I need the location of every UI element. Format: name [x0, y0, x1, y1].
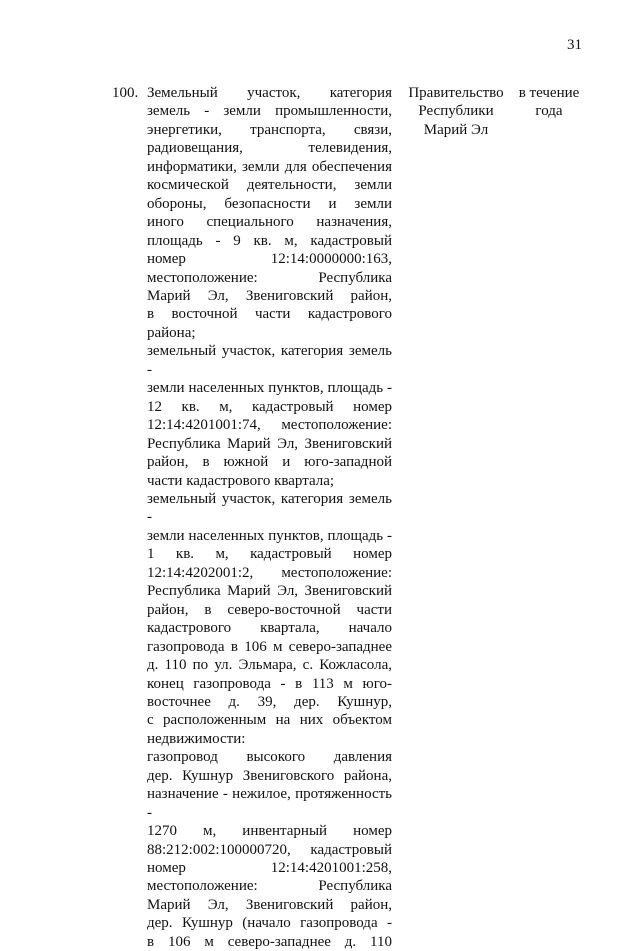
description-line: земли населенных пунктов, площадь -: [147, 527, 392, 544]
description-line: информатики, земли для обеспечения: [147, 158, 392, 175]
executor-column: [407, 84, 505, 139]
deadline-line: в течение: [518, 85, 580, 101]
description-line: в восточной части кадастрового: [147, 306, 392, 323]
description-line: 12 кв. м, кадастровый номер: [147, 398, 392, 415]
description-line: назначение - нежилое, протяженность -: [147, 786, 392, 821]
description-line: номер 12:14:0000000:163,: [147, 251, 392, 268]
description-line: восточнее д. 39, дер. Кушнур,: [147, 693, 392, 710]
description-line: кадастрового квартала, начало: [147, 620, 392, 637]
description-line: 12:14:4201001:74, местоположение:: [147, 417, 392, 434]
description-line: обороны, безопасности и земли: [147, 195, 392, 212]
description-line: дер. Кушнур (начало газопровода -: [147, 915, 392, 932]
description-line: район, в северо-восточной части: [147, 601, 392, 618]
description-line: 1 кв. м, кадастровый номер: [147, 546, 392, 563]
executor-line: Республики: [418, 103, 494, 120]
description-line: 1270 м, инвентарный номер: [147, 823, 392, 840]
description-line: газопровод высокого давления: [147, 749, 392, 766]
description-line: земельный участок, категория земель -: [147, 490, 392, 526]
description-line: Марий Эл, Звениговский район,: [147, 287, 392, 304]
description-line: местоположение: Республика: [147, 269, 392, 286]
description-line: д. 110 по ул. Эльмара, с. Кожласола,: [147, 657, 392, 674]
deadline-line: года: [535, 103, 563, 120]
description-line: земельный участок, категория земель -: [147, 343, 392, 378]
description-line: номер 12:14:4201001:258,: [147, 860, 392, 877]
description-line: недвижимости:: [147, 730, 246, 747]
description-line: района;: [147, 324, 196, 341]
description-line: Республика Марий Эл, Звениговский: [147, 583, 392, 600]
description-line: иного специального назначения,: [147, 214, 392, 231]
description-line: земли населенных пунктов, площадь -: [147, 380, 392, 397]
description-line: части кадастрового квартала;: [147, 472, 335, 489]
description-line: в 106 м северо-западнее д. 110: [147, 933, 392, 950]
entry-description: [147, 84, 392, 951]
description-line: Земельный участок, категория: [147, 85, 392, 101]
description-line: 88:212:002:100000720, кадастровый: [147, 841, 392, 858]
description-line: земель - земли промышленности,: [147, 103, 392, 120]
page-number: 31: [567, 37, 582, 53]
description-line: космической деятельности, земли: [147, 177, 392, 194]
entry-number: 100.: [112, 85, 139, 101]
description-line: Республика Марий Эл, Звениговский: [147, 435, 392, 452]
description-line: район, в южной и юго-западной: [147, 454, 392, 471]
executor-line: Правительство: [408, 85, 504, 101]
description-line: дер. Кушнур Звениговского района,: [147, 767, 392, 784]
description-line: местоположение: Республика: [147, 878, 392, 895]
description-line: газопровода в 106 м северо-западнее: [147, 638, 392, 655]
executor-line: Марий Эл: [423, 121, 489, 138]
description-line: конец газопровода - в 113 м юго-: [147, 675, 392, 692]
description-line: площадь - 9 кв. м, кадастровый: [147, 232, 392, 249]
description-line: Марий Эл, Звениговский район,: [147, 896, 392, 913]
description-line: 12:14:4202001:2, местоположение:: [147, 564, 392, 581]
description-line: радиовещания, телевидения,: [147, 140, 392, 157]
description-line: энергетики, транспорта, связи,: [147, 121, 392, 138]
description-line: с расположенным на них объектом: [147, 712, 392, 729]
deadline-column: [514, 84, 584, 121]
